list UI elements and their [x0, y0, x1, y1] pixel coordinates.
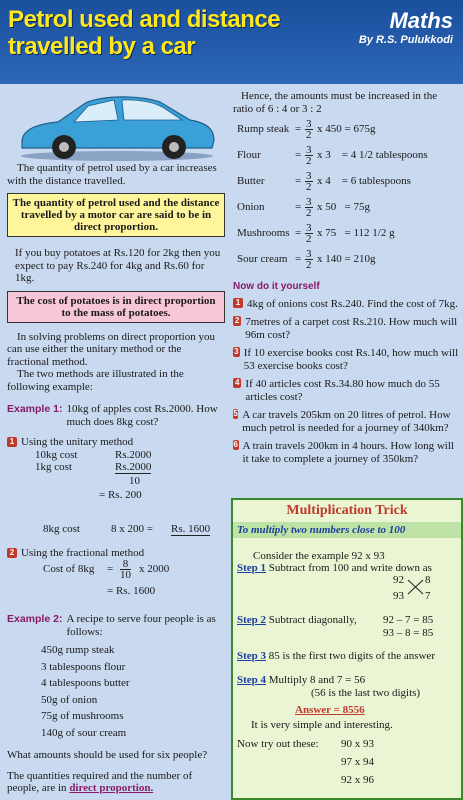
try-item: 92 x 96 — [341, 774, 374, 786]
ingredient-item: 75g of mushrooms — [41, 710, 124, 722]
example-2-text: A recipe to serve four people is as follows: — [66, 613, 216, 638]
calc-result: x 450 = 675g — [317, 123, 376, 135]
trick-step-3: Step 3 85 is the first two digits of the answer — [237, 650, 435, 662]
example-1-text: 10kg of apples cost Rs.2000. How much does 8kg cost? — [66, 403, 218, 428]
ingredient-item: 450g rump steak — [41, 644, 115, 656]
potatoes-text: If you buy potatoes at Rs.120 for 2kg then you expect to pay Rs.240 for 4kg and Rs.60 for 1kg. — [15, 247, 221, 284]
trick-subtitle: To multiply two numbers close to 100 — [233, 522, 461, 538]
calc-result: x 75 = 112 1/2 g — [317, 227, 395, 239]
trick-step-4: Step 4 Multiply 8 and 7 = 56 — [237, 674, 366, 686]
calc-name: Onion — [237, 201, 265, 213]
exercise-item: 2 7metres of a carpet cost Rs.210. How much will 96m cost? — [234, 316, 458, 341]
exercise-item: 3 If 10 exercise books cost Rs.140, how much will 53 exercise books cost? — [234, 347, 459, 372]
exercise-number-badge: 3 — [234, 347, 239, 356]
ingredient-item: 140g of sour cream — [41, 726, 127, 739]
header-banner — [0, 0, 463, 84]
calc-name: Mushrooms — [237, 227, 290, 239]
question-text: What amounts should be used for six people? — [7, 749, 208, 761]
cross-arrows-icon — [407, 578, 425, 596]
methods-text: In solving problems on direct proportion you can use either the unitary method or the fractional method. — [7, 330, 215, 368]
final-text: The quantities required and the number of people, are in direct proportion. — [7, 769, 193, 794]
calc-row: Mushrooms = $\frac{3}{2}$ x 75 = 112 1/2 g — [237, 222, 395, 245]
ingredients-list — [7, 642, 225, 741]
trick-step-1: Step 1 Subtract from 100 and write down as — [237, 562, 432, 574]
trick-answer: Answer = 8556 — [295, 704, 365, 716]
calc-row: Flour = $\frac{3}{2}$ x 3 = 4 1/2 tablespoons — [237, 144, 428, 167]
brand — [359, 8, 453, 46]
page-title: Petrol used and distance travelled by a car — [8, 6, 281, 60]
calc-row: Rump steak = $\frac{3}{2}$ x 450 = 675g — [237, 118, 376, 141]
exercise-item: 5 A car travels 205km on 20 litres of petrol. How much petrol is needed for a journey of 340km? — [233, 409, 451, 434]
exercise-number-badge: 4 — [234, 378, 240, 387]
trick-tryout: Now try out these: — [237, 738, 319, 750]
unitary-method: 1 Using the unitary method 10kg cost Rs.2000 1kg cost Rs.2000 10 = Rs. 200 8kg cost 8 x 200 = Rs. 1600 — [7, 436, 225, 539]
example-2-label: Example 2: — [7, 613, 63, 625]
methods-text-2: The two methods are illustrated in the following example: — [7, 368, 184, 393]
calc-row: Onion = $\frac{3}{2}$ x 50 = 75g — [237, 196, 370, 219]
intro-text: The quantity of petrol used by a car increases with the distance travelled. — [7, 162, 217, 187]
step-1-badge: 1 — [7, 437, 17, 447]
calc-row: Sour cream = $\frac{3}{2}$ x 140 = 210g — [237, 248, 376, 271]
ingredient-item: 4 tablespoons butter — [41, 677, 130, 689]
calc-row: Butter = $\frac{3}{2}$ x 4 = 6 tablespoons — [237, 170, 411, 193]
calc-result: x 140 = 210g — [317, 253, 376, 265]
ingredient-item: 3 tablespoons flour — [41, 660, 126, 673]
example-1 — [7, 403, 225, 428]
trick-title: Multiplication Trick — [286, 503, 408, 518]
trick-consider: Consider the example 92 x 93 — [253, 550, 385, 562]
fractional-method: 2 Using the fractional method Cost of 8kg = $\frac{8}{10}$ x 2000 = Rs. 1600 — [7, 547, 225, 606]
calc-name: Sour cream — [237, 253, 288, 265]
exercise-item: 6 A train travels 200km in 4 hours. How long will it take to complete a journey of 350km? — [233, 440, 454, 465]
example-1-label: Example 1: — [7, 403, 63, 415]
left-column — [7, 84, 225, 795]
trick-step-2: Step 2 Subtract diagonally, — [237, 614, 357, 626]
exercise-item: 4 If 40 articles cost Rs.34.80 how much do 55 articles cost? — [234, 378, 440, 403]
right-column — [233, 84, 459, 471]
calc-name: Flour — [237, 149, 261, 161]
exercise-number-badge: 2 — [234, 316, 240, 325]
trick-diagram: 92 93 8 7 — [393, 574, 431, 602]
ingredient-item: 50g of onion — [41, 693, 98, 706]
author: By R.S. Pulukkodi — [358, 34, 453, 46]
try-item: 97 x 94 — [341, 756, 374, 768]
exercise-number-badge: 5 — [233, 409, 238, 418]
brand-name: Maths — [389, 8, 453, 33]
calc-result: x 4 = 6 tablespoons — [317, 175, 411, 187]
highlight-box-potatoes: The cost of potatoes is in direct proportion to the mass of potatoes. — [7, 291, 225, 323]
exercise-list — [233, 298, 459, 466]
calc-result: x 3 = 4 1/2 tablespoons — [317, 149, 428, 161]
exercise-number-badge: 1 — [233, 298, 243, 308]
calc-name: Rump steak — [237, 123, 290, 135]
highlight-box-petrol: The quantity of petrol used and the distance travelled by a motor car are said to be in direct proportion. — [7, 193, 225, 237]
ratio-text: Hence, the amounts must be increased in the ratio of 6 : 4 or 3 : 2 — [233, 90, 438, 115]
calculations — [233, 118, 459, 277]
example-2 — [7, 613, 225, 638]
exercise-number-badge: 6 — [233, 440, 238, 449]
exercise-item: 1 4kg of onions cost Rs.240. Find the cost of 7kg. — [233, 298, 459, 311]
trick-simple: It is very simple and interesting. — [251, 719, 393, 731]
calc-name: Butter — [237, 175, 265, 187]
step-2-badge: 2 — [7, 548, 17, 558]
try-item: 90 x 93 — [341, 738, 374, 750]
diy-title: Now do it yourself — [233, 281, 320, 292]
multiplication-trick-box: Multiplication Trick To multiply two numbers close to 100 Consider the example 92 x 93 Step 1 Subtract from 100 and write down as 92 93 8 7 Step 2 Subtract diagonally, 92 – 7 = 85 93 – 8 = 85 Step 3 85 is the first two digits of the answer Step 4 Multiply 8 and 7 = 56 (56 is the last two digits) Answer = 8556 It is very simple and interesting. Now try out these: 90 x 93 97 x 94 92 x 96 — [231, 498, 463, 800]
calc-result: x 50 = 75g — [317, 201, 370, 213]
